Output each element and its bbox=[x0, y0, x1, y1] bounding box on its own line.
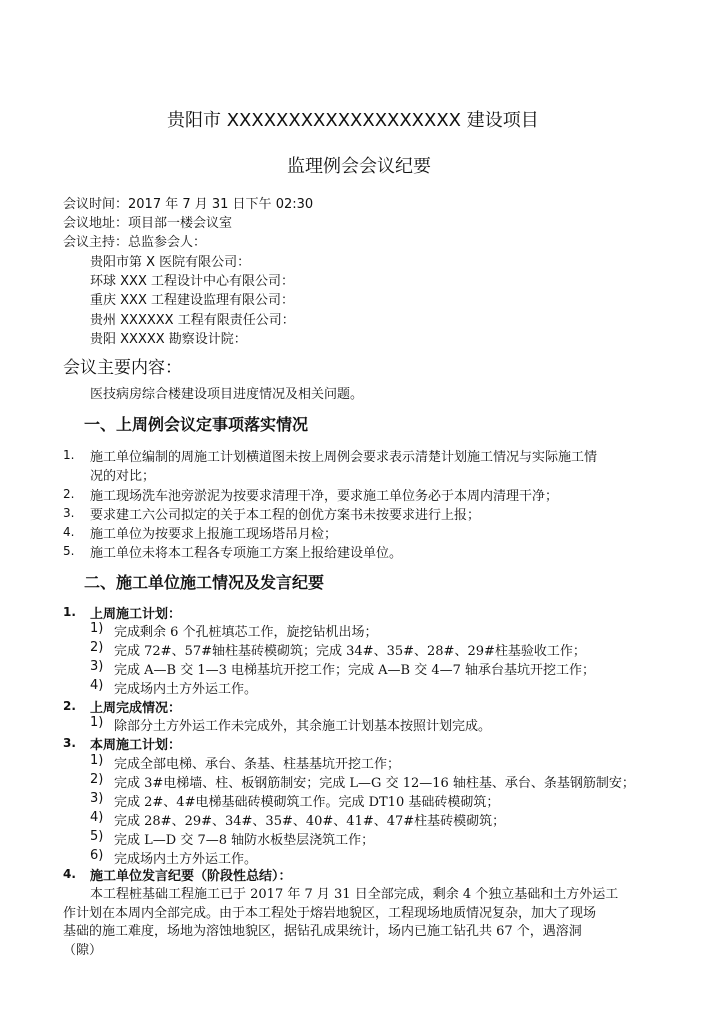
list-item: 施工单位未将本工程各专项施工方案上报给建设单位。 bbox=[90, 546, 403, 561]
attendee: 贵阳市第 X 医院有限公司： bbox=[90, 255, 251, 270]
section-heading-1: 一、上周例会议定事项落实情况 bbox=[84, 415, 309, 434]
group-number: 1. bbox=[63, 605, 76, 619]
sub-item-number: 3) bbox=[90, 791, 104, 806]
sub-item-number: 3) bbox=[90, 659, 104, 674]
main-content-text: 医技病房综合楼建设项目进度情况及相关问题。 bbox=[90, 387, 364, 402]
section-heading-2: 二、施工单位施工情况及发言纪要 bbox=[84, 573, 325, 592]
list-item-number: 4. bbox=[63, 525, 75, 539]
meeting-time: 会议时间：2017 年 7 月 31 日下午 02:30 bbox=[63, 197, 314, 212]
sub-item: 完成场内土方外运工作。 bbox=[114, 682, 258, 697]
paragraph-line: 基础的施工难度，场地为溶蚀地貌区，据钻孔成果统计，场内已施工钻孔共 67 个，遇溶洞 bbox=[63, 924, 582, 939]
sub-item-number: 5) bbox=[90, 829, 104, 844]
attendee: 重庆 XXX 工程建设监理有限公司： bbox=[90, 293, 294, 308]
sub-item: 完成 28#、29#、34#、35#、40#、41#、47#柱基砖模砌筑； bbox=[114, 814, 506, 829]
list-item-continuation: 况的对比； bbox=[90, 469, 156, 484]
sub-item-number: 4) bbox=[90, 810, 104, 825]
group-number: 4. bbox=[63, 867, 76, 881]
sub-item: 完成全部电梯、承台、条基、柱基基坑开挖工作； bbox=[114, 757, 401, 772]
list-item-number: 1. bbox=[63, 448, 75, 462]
sub-item: 完成 2#、4#电梯基础砖模砌筑工作。完成 DT10 基础砖模砌筑； bbox=[114, 795, 500, 810]
main-content-heading: 会议主要内容： bbox=[63, 358, 182, 378]
sub-item-number: 1) bbox=[90, 753, 104, 768]
sub-item: 完成 L—D 交 7—8 轴防水板垫层浇筑工作； bbox=[114, 833, 375, 848]
sub-item-number: 2) bbox=[90, 772, 104, 787]
group-title: 施工单位发言纪要（阶段性总结）： bbox=[90, 869, 292, 884]
group-title: 本周施工计划： bbox=[90, 738, 182, 753]
list-item: 施工单位为按要求上报施工现场塔吊月检； bbox=[90, 527, 338, 542]
sub-item-number: 2) bbox=[90, 640, 104, 655]
group-number: 2. bbox=[63, 699, 76, 713]
group-title: 上周完成情况： bbox=[90, 701, 182, 716]
sub-item-number: 6) bbox=[90, 848, 104, 863]
list-item: 施工单位编制的周施工计划横道图未按上周例会要求表示清楚计划施工情况与实际施工情 bbox=[90, 450, 598, 465]
meeting-host: 会议主持：总监参会人： bbox=[63, 235, 207, 250]
document-title: 贵阳市 XXXXXXXXXXXXXXXXXXX 建设项目 bbox=[167, 110, 539, 131]
paragraph-line: 作计划在本周内全部完成。由于本工程处于熔岩地貌区，工程现场地质情况复杂，加大了现场 bbox=[63, 906, 597, 921]
list-item-number: 2. bbox=[63, 487, 75, 501]
document-subtitle: 监理例会会议纪要 bbox=[287, 156, 431, 177]
paragraph-line: （隙） bbox=[63, 943, 103, 958]
sub-item: 完成 A—B 交 1—3 电梯基坑开挖工作；完成 A—B 交 4—7 轴承台基坑开挖工作； bbox=[114, 663, 596, 678]
list-item: 施工现场洗车池旁淤泥为按要求清理干净，要求施工单位务必于本周内清理干净； bbox=[90, 489, 559, 504]
sub-item: 完成剩余 6 个孔桩填芯工作，旋挖钻机出场； bbox=[114, 625, 378, 640]
group-number: 3. bbox=[63, 736, 76, 750]
list-item-number: 5. bbox=[63, 544, 75, 558]
sub-item-number: 1) bbox=[90, 621, 104, 636]
list-item: 要求建工六公司拟定的关于本工程的创优方案书未按要求进行上报； bbox=[90, 508, 481, 523]
group-title: 上周施工计划： bbox=[90, 607, 182, 622]
sub-item-number: 4) bbox=[90, 678, 104, 693]
attendee: 环球 XXX 工程设计中心有限公司： bbox=[90, 274, 294, 289]
meeting-place: 会议地址：项目部一楼会议室 bbox=[63, 216, 233, 231]
paragraph-line: 本工程桩基础工程施工已于 2017 年 7 月 31 日全部完成，剩余 4 个独立基础和土方外运工 bbox=[90, 887, 619, 902]
sub-item: 除部分土方外运工作未完成外，其余施工计划基本按照计划完成。 bbox=[114, 719, 492, 734]
sub-item-number: 1) bbox=[90, 715, 104, 730]
sub-item: 完成 72#、57#轴柱基砖模砌筑；完成 34#、35#、28#、29#柱基验收工作； bbox=[114, 644, 586, 659]
attendee: 贵阳 XXXXX 勘察设计院： bbox=[90, 332, 247, 347]
list-item-number: 3. bbox=[63, 506, 75, 520]
sub-item: 完成 3#电梯墙、柱、板钢筋制安；完成 L—G 交 12—16 轴柱基、承台、条基钢筋制安； bbox=[114, 776, 635, 791]
sub-item: 完成场内土方外运工作。 bbox=[114, 852, 258, 867]
attendee: 贵州 XXXXXX 工程有限责任公司： bbox=[90, 313, 295, 328]
